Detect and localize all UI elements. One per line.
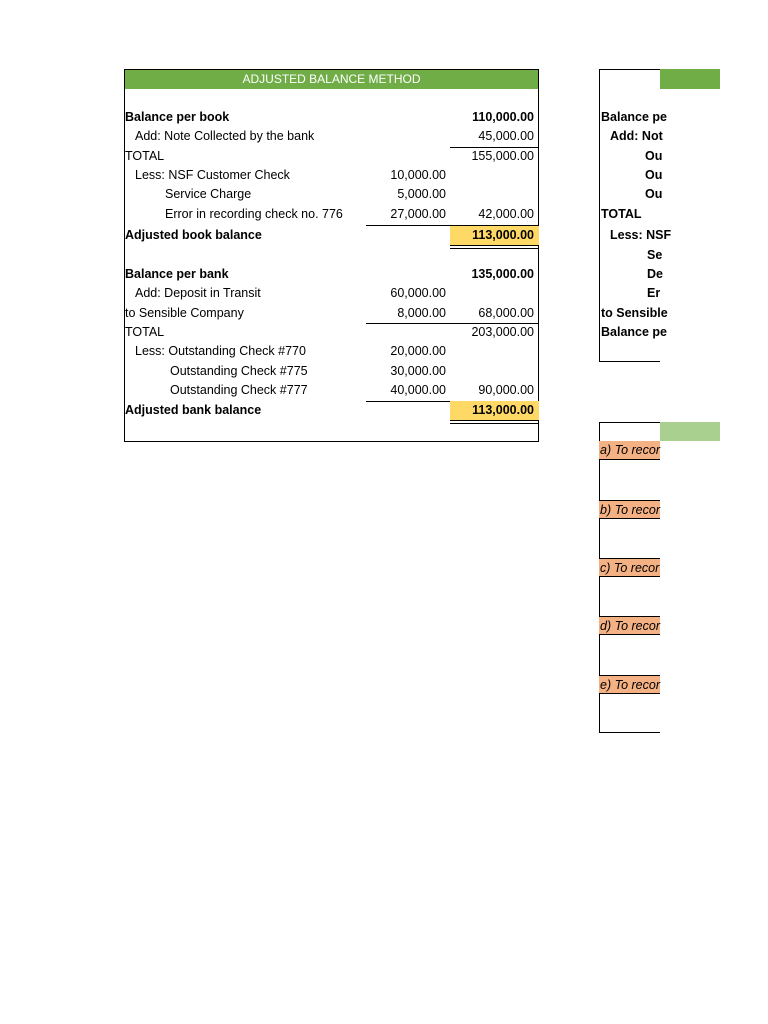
right-row-ou1: Ou: [645, 149, 663, 163]
outstanding-777-value: 40,000.00: [390, 383, 446, 397]
outstanding-770-label: Less: Outstanding Check #770: [135, 344, 306, 358]
table-header: ADJUSTED BALANCE METHOD: [125, 70, 538, 89]
journal-entry-c: c) To recor: [599, 558, 660, 577]
add-note-label: Add: Note Collected by the bank: [135, 129, 315, 143]
adjusted-book-value: 113,000.00: [450, 226, 539, 245]
right-row-ou2: Ou: [645, 168, 663, 182]
book-less-total: 42,000.00: [478, 207, 534, 221]
right-row-balance-book: Balance pe: [601, 110, 668, 124]
right-row-er: Er: [647, 286, 661, 300]
book-total-value: 155,000.00: [471, 149, 534, 163]
journal-header: [660, 422, 720, 441]
balance-per-bank-value: 135,000.00: [471, 267, 534, 281]
outstanding-777-label: Outstanding Check #777: [170, 383, 308, 397]
journal-entry-e: e) To recor: [599, 675, 660, 694]
sensible-company-label: to Sensible Company: [125, 306, 244, 320]
outstanding-775-label: Outstanding Check #775: [170, 364, 308, 378]
right-row-se: Se: [647, 248, 663, 262]
balance-per-book-value: 110,000.00: [472, 110, 534, 124]
outstanding-775-value: 30,000.00: [390, 364, 446, 378]
right-row-add: Add: Not: [610, 129, 663, 143]
right-row-less-nsf: Less: NSF: [610, 228, 672, 242]
deposit-transit-value: 60,000.00: [390, 286, 446, 300]
double-underline: [450, 245, 539, 249]
balance-per-bank-label: Balance per bank: [125, 267, 229, 281]
service-charge-label: Service Charge: [165, 187, 252, 201]
deposit-transit-label: Add: Deposit in Transit: [135, 286, 261, 300]
right-row-total: TOTAL: [601, 207, 642, 221]
outstanding-770-value: 20,000.00: [390, 344, 446, 358]
balance-per-book-label: Balance per book: [125, 110, 230, 124]
adjusted-bank-value: 113,000.00: [450, 401, 539, 420]
bank-total-value: 203,000.00: [471, 325, 534, 339]
error-value: 27,000.00: [390, 207, 446, 221]
bank-total-label: TOTAL: [125, 325, 165, 339]
book-total-label: TOTAL: [125, 149, 165, 163]
service-charge-value: 5,000.00: [397, 187, 446, 201]
right-row-ou3: Ou: [645, 187, 663, 201]
bank-less-total: 90,000.00: [478, 383, 534, 397]
bank-add-total: 68,000.00: [478, 306, 534, 320]
adjusted-bank-label: Adjusted bank balance: [125, 403, 262, 417]
right-row-de: De: [647, 267, 663, 281]
sensible-company-value: 8,000.00: [397, 306, 446, 320]
double-underline: [450, 420, 539, 424]
less-nsf-value: 10,000.00: [390, 168, 446, 182]
right-row-sensible: to Sensible: [601, 306, 668, 320]
error-label: Error in recording check no. 776: [165, 207, 343, 221]
journal-entry-d: d) To recor: [599, 616, 660, 635]
right-row-balance-bank: Balance pe: [601, 325, 668, 339]
right-table-header: [660, 69, 720, 89]
journal-entry-b: b) To recor: [599, 500, 660, 519]
adjusted-book-label: Adjusted book balance: [125, 228, 262, 242]
add-note-value: 45,000.00: [478, 129, 534, 143]
less-nsf-label: Less: NSF Customer Check: [135, 168, 290, 182]
journal-entry-a: a) To recor: [599, 441, 660, 460]
